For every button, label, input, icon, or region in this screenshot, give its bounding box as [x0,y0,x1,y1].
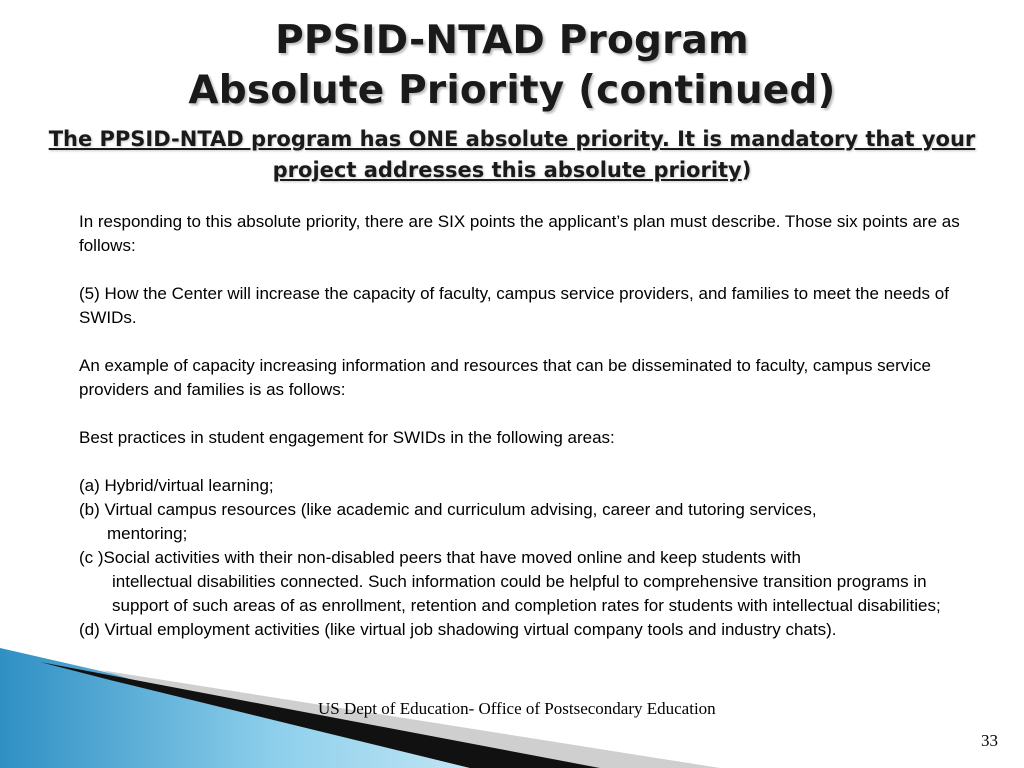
list-item-b [79,498,979,546]
list-item-a [79,474,979,498]
list-item-c [79,546,979,618]
body-text [79,210,979,642]
list-item-a-text: (a) Hybrid/virtual learning; [79,476,274,495]
list-item-c-continuation: intellectual disabilities connected. Such information could be helpful to comprehensive transition programs in support of such areas of as enrollment, retention and completion rates for students with intellectual disabilities; [112,572,941,615]
footer-text: US Dept of Education- Office of Postsecondary Education [318,699,716,718]
example-paragraph: An example of capacity increasing information and resources that can be disseminated to faculty, campus service providers and families is as follows: [79,356,932,399]
intro-paragraph: In responding to this absolute priority, there are SIX points the applicant’s plan must describe. Those six points are as follows: [79,212,960,255]
list-item-b-text: (b) Virtual campus resources (like academic and curriculum advising, career and tutoring services, [79,500,817,519]
list-item-d [79,618,979,642]
list-item-b-continuation: mentoring; [107,524,188,543]
subtitle [20,124,1004,186]
subtitle-underlined: The PPSID-NTAD program has ONE absolute priority. It is mandatory that your project addresses this absolute priority [48,127,976,182]
title-line-1: PPSID-NTAD Program [275,18,749,63]
list-item-c-text: (c )Social activities with their non-disabled peers that have moved online and keep students with [79,548,801,567]
page-number: 33 [981,731,998,750]
title-line-2: Absolute Priority (continued) [188,68,836,113]
best-practices-paragraph: Best practices in student engagement for SWIDs in the following areas: [79,428,615,447]
areas-list [79,474,979,642]
slide-title [0,16,1024,116]
list-item-d-text: (d) Virtual employment activities (like virtual job shadowing virtual company tools and industry chats). [79,620,837,639]
subtitle-tail: ) [741,158,752,182]
point-5-paragraph: (5) How the Center will increase the capacity of faculty, campus service providers, and families to meet the needs of SWIDs. [79,284,949,327]
